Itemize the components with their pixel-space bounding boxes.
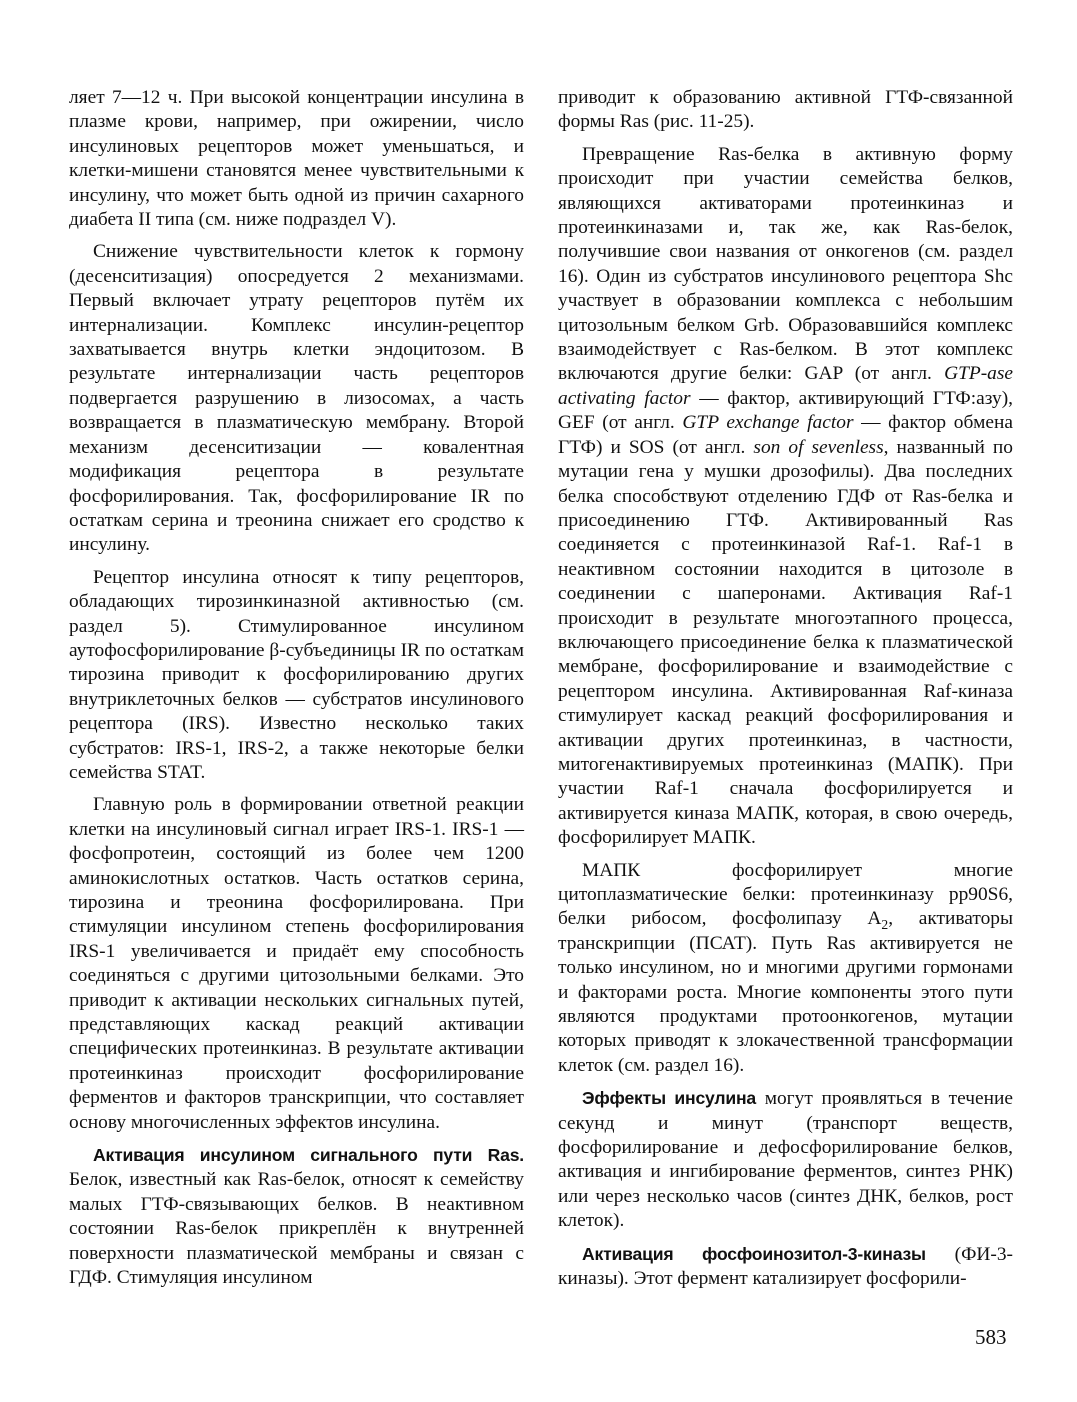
- paragraph-ras-conversion: [558, 143, 1013, 851]
- ras-activation-text: Белок, известный как Ras-белок, относят к семейству малых ГТФ-связывающих белков. В неактивном состоянии Ras-белок прикреплён к внутренней поверхности плазматической мембраны и связан с ГДФ. Стимуляция инсулином: [69, 1169, 524, 1289]
- mapk-text-b: , активаторы транскрипции (ПСАТ). Путь Ras активируется не только инсулином, но и многими другими гормонами и факторами роста. Многие компоненты этого пути являются продуктами протоонкогенов, мутации которых приводят к злокачественной трансформации клеток (см. раздел 16).: [558, 908, 1013, 1076]
- paragraph-ras-activation: [69, 1143, 524, 1290]
- gap-term: GTP-ase activating factor: [558, 363, 1013, 409]
- pi3k-text: (ФИ-3-киназы). Этот фермент катализирует фосфорили-: [558, 1243, 1013, 1290]
- paragraph-ras-gtp-form: приводит к образованию активной ГТФ-связанной формы Ras (рис. 11-25).: [558, 87, 1013, 133]
- paragraph-mapk: [558, 859, 1013, 1079]
- insulin-effects-heading: Эффекты инсулина: [582, 1088, 757, 1109]
- insulin-effects-text: могут проявляться в течение секунд и минут (транспорт веществ, фосфорилирование и дефосфорилирование белков, активация и ингибирование ферментов, синтез РНК) или через несколько часов (синтез ДНК, белков, рост клеток).: [558, 1088, 1013, 1232]
- ras-conversion-text-b: — фактор, активирующий ГТФ:азу), GEF (от англ.: [558, 387, 1013, 434]
- right-column: [558, 86, 1013, 1300]
- mapk-text-a: МАПК фосфорилирует многие цитоплазматические белки: протеинкиназу pp90S6, белки рибосом, фосфолипазу A: [558, 859, 1013, 930]
- paragraph-insulin-effects: [558, 1086, 1013, 1233]
- paragraph-irs1-role: Главную роль в формировании ответной реакции клетки на инсулиновый сигнал играет IRS-1. IRS-1 — фосфопротеин, состоящий из более чем 1200 аминокислотных остатков. Часть остатков серина, тирозина и треонина фосфорилирована. При стимуляции инсулином степень фосфорилирования IRS-1 увеличивается и придаёт ему способность соединяться с другими цитозольными белками. Это приводит к активации нескольких сигнальных путей, представляющих каскад реакций активации специфических протеинкиназ. В результате активации протеинкиназ происходит фосфорилирование ферментов и факторов транскрипции, что составляет основу многочисленных эффектов инсулина.: [69, 794, 524, 1133]
- paragraph-insulin-receptor-count: ляет 7—12 ч. При высокой концентрации инсулина в плазме крови, например, при ожирении, число инсулиновых рецепторов может уменьшаться, и клетки-мишени становятся менее чувствительными к инсулину, что может быть одной из причин сахарного диабета II типа (см. ниже подраздел V).: [69, 87, 524, 231]
- left-column: [69, 86, 524, 1299]
- paragraph-desensitization: Снижение чувствительности клеток к гормону (десенситизация) опосредуется 2 механизмами. Первый включает утрату рецепторов путём их интернализации. Комплекс инсулин-рецептор захватывается внутрь клетки эндоцитозом. В результате интернализации часть рецепторов подвергается разрушению в лизосомах, а часть возвращается в плазматическую мембрану. Второй механизм десенситизации — ковалентная модификация рецептора в результате фосфорилирования. Так, фосфорилирование IR по остаткам серина и треонина снижает его сродство к инсулину.: [69, 241, 524, 556]
- gef-term: GTP exchange factor: [682, 412, 854, 434]
- phospholipase-subscript: 2: [881, 917, 889, 933]
- paragraph-pi3k-activation: [558, 1242, 1013, 1292]
- pi3k-heading: Активация фосфоинозитол-3-киназы: [582, 1243, 926, 1264]
- ras-activation-heading: Активация инсулином сигнального пути Ras.: [93, 1145, 524, 1166]
- ras-conversion-text-d: , названный по мутации гена у мушки дрозофилы). Два последних белка способствуют отделению ГДФ от Ras-белка и присоединению ГТФ. Активированный Ras соединяется с протеинкиназой Raf-1. Raf-1 в неактивном состоянии находится в цитозоле в соединении с шаперонами. Активация Raf-1 происходит в результате многоэтапного процесса, включающего присоединение белка к плазматической мембране, фосфорилирование и взаимодействие с рецептором инсулина. Активированная Raf-киназа стимулирует каскад реакций фосфорилирования и активации других протеинкиназ, в частности, митогенактивируемых протеинкиназ (МАПК). При участии Raf-1 сначала фосфорилируется и активируется киназа МАПК, которая, в свою очередь, фосфорилирует МАПК.: [558, 436, 1013, 849]
- ras-conversion-text-a: Превращение Ras-белка в активную форму происходит при участии семейства белков, являющихся активаторами протеинкиназ и протеинкиназами и, так же, как Ras-белок, получившие свои названия от онкогенов (см. раздел 16). Один из субстратов инсулинового рецептора Shc участвует в образовании комплекса с небольшим цитозольным белком Grb. Образовавшийся комплекс взаимодействует с Ras-белком. В этот комплекс включаются другие белки: GAP (от англ.: [558, 143, 1013, 385]
- ras-conversion-text-c: — фактор обмена ГТФ) и SOS (от англ.: [558, 412, 1013, 458]
- sos-term: son of sevenless: [753, 436, 884, 458]
- paragraph-tyrosine-kinase-receptor: Рецептор инсулина относят к типу рецепторов, обладающих тирозинкиназной активностью (см. раздел 5). Стимулированное инсулином аутофосфорилирование β-субъединицы IR по остаткам тирозина приводит к фосфорилированию других внутриклеточных белков — субстратов инсулинового рецептора (IRS). Известно несколько таких субстратов: IRS-1, IRS-2, а также некоторые белки семейства STAT.: [69, 566, 524, 783]
- page-number: 583: [975, 1325, 1007, 1349]
